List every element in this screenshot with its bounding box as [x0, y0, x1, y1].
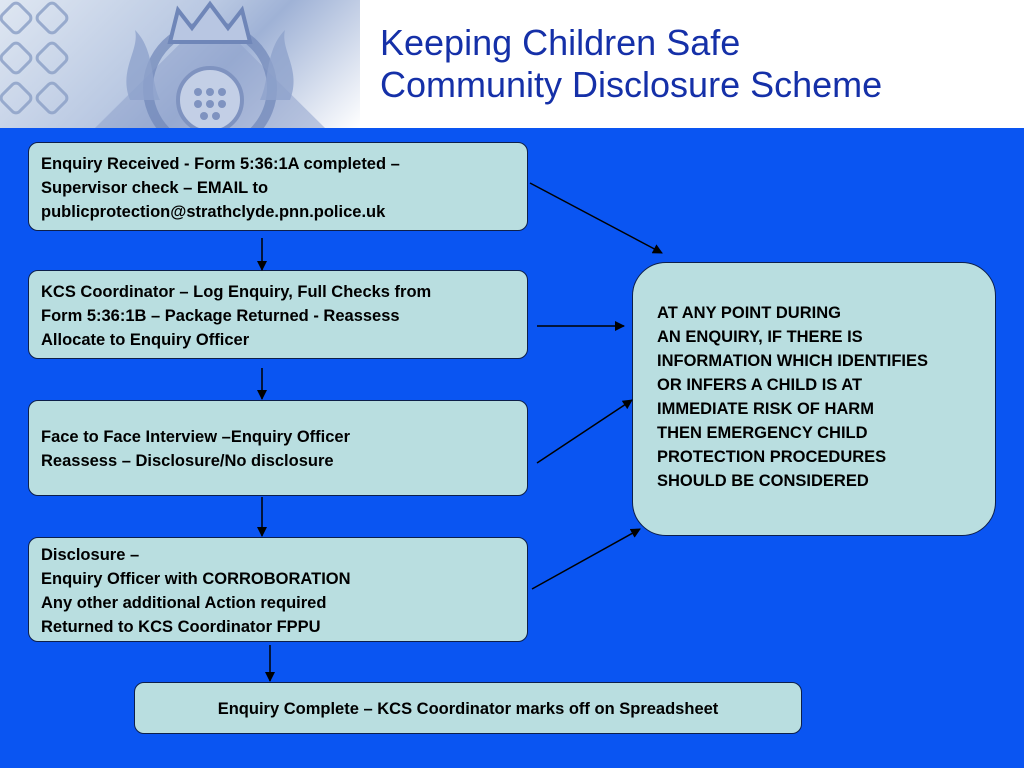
step-face-to-face-interview — [28, 400, 528, 496]
step-text: Form 5:36:1B – Package Returned - Reassess — [41, 307, 400, 325]
logo-area — [0, 0, 360, 128]
risk-text: PROTECTION PROCEDURES — [657, 448, 887, 466]
title-line-1: Keeping Children Safe — [380, 22, 741, 63]
step-text: publicprotection@strathclyde.pnn.police.uk — [41, 203, 386, 221]
risk-text: INFORMATION WHICH IDENTIFIES — [657, 352, 929, 370]
risk-text: AN ENQUIRY, IF THERE IS — [657, 328, 863, 346]
step-text: Face to Face Interview –Enquiry Officer — [41, 428, 351, 446]
police-crest-icon — [0, 0, 360, 128]
step-enquiry-received — [28, 142, 528, 231]
risk-text: IMMEDIATE RISK OF HARM — [657, 400, 874, 418]
child-risk-note — [632, 262, 996, 536]
slide-header — [0, 0, 1024, 128]
risk-text: SHOULD BE CONSIDERED — [657, 472, 869, 490]
risk-text: OR INFERS A CHILD IS AT — [657, 376, 863, 394]
step-text: Enquiry Complete – KCS Coordinator marks off on Spreadsheet — [217, 700, 719, 718]
step-text: KCS Coordinator – Log Enquiry, Full Checks from — [41, 283, 432, 301]
risk-text: AT ANY POINT DURING — [657, 304, 841, 322]
step-text: Reassess – Disclosure/No disclosure — [41, 452, 334, 470]
step-text: Any other additional Action required — [41, 594, 327, 612]
step-text: Enquiry Received - Form 5:36:1A completed – — [41, 155, 400, 173]
step-text: Supervisor check – EMAIL to — [41, 179, 269, 197]
step-text: Allocate to Enquiry Officer — [41, 331, 250, 349]
step-text: Returned to KCS Coordinator FPPU — [41, 618, 321, 636]
step-disclosure — [28, 537, 528, 642]
step-enquiry-complete — [134, 682, 802, 734]
slide-title — [380, 22, 1000, 106]
title-line-2: Community Disclosure Scheme — [380, 64, 883, 105]
step-text: Enquiry Officer with CORROBORATION — [41, 570, 351, 588]
step-text: Disclosure – — [41, 546, 140, 564]
step-kcs-coordinator — [28, 270, 528, 359]
risk-text: THEN EMERGENCY CHILD — [657, 424, 868, 442]
